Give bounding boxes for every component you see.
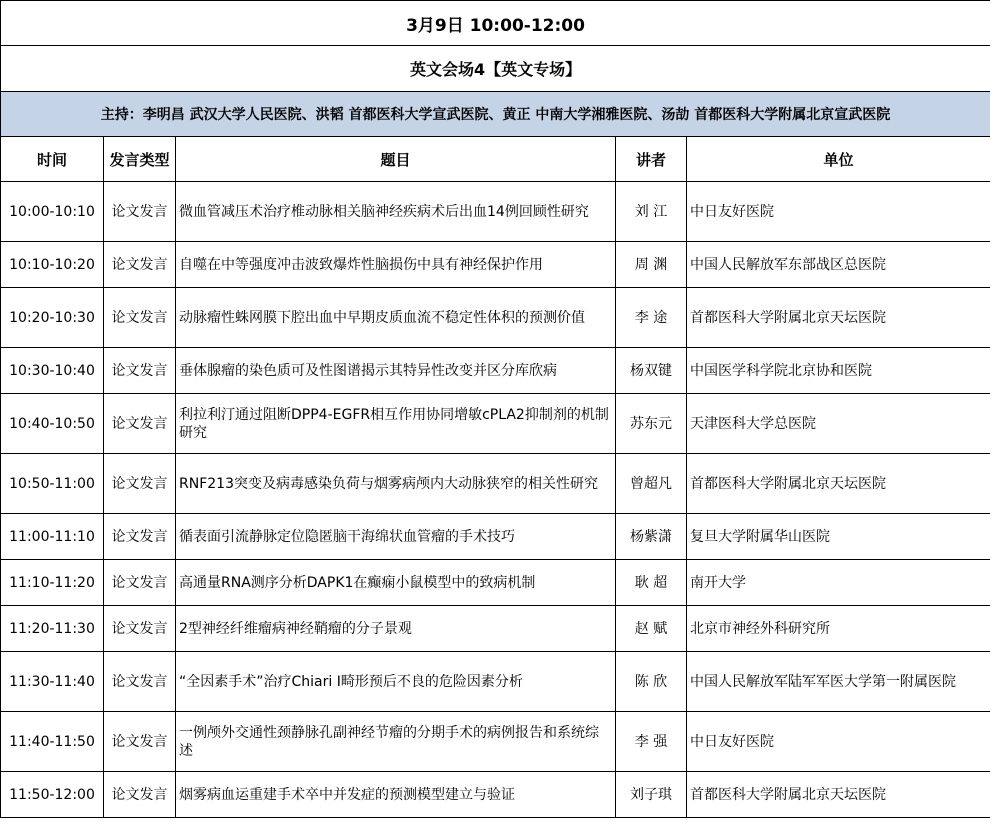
cell-time: 11:40-11:50 <box>1 712 104 772</box>
cell-time: 11:20-11:30 <box>1 606 104 652</box>
table-row <box>1 288 990 348</box>
cell-title: 利拉利汀通过阻断DPP4-EGFR相互作用协同增敏cPLA2抑制剂的机制研究 <box>176 394 616 454</box>
table-row <box>1 242 990 288</box>
cell-speaker: 陈 欣 <box>616 652 687 712</box>
cell-unit: 首都医科大学附属北京天坛医院 <box>687 772 990 818</box>
cell-speaker: 刘子琪 <box>616 772 687 818</box>
cell-unit: 中国人民解放军陆军军医大学第一附属医院 <box>687 652 990 712</box>
cell-title: 2型神经纤维瘤病神经鞘瘤的分子景观 <box>176 606 616 652</box>
cell-unit: 中日友好医院 <box>687 182 990 242</box>
column-header-title: 题目 <box>176 137 616 182</box>
table-row <box>1 394 990 454</box>
session-datetime-row <box>1 1 990 46</box>
session-datetime: 3月9日 10:00-12:00 <box>1 1 990 46</box>
cell-unit: 北京市神经外科研究所 <box>687 606 990 652</box>
cell-title: 垂体腺瘤的染色质可及性图谱揭示其特异性改变并区分库欣病 <box>176 348 616 394</box>
cell-title: RNF213突变及病毒感染负荷与烟雾病颅内大动脉狭窄的相关性研究 <box>176 454 616 514</box>
cell-title: 高通量RNA测序分析DAPK1在癫痫小鼠模型中的致病机制 <box>176 560 616 606</box>
cell-title: “全因素手术”治疗Chiari I畸形预后不良的危险因素分析 <box>176 652 616 712</box>
cell-type: 论文发言 <box>104 288 176 348</box>
cell-type: 论文发言 <box>104 394 176 454</box>
table-row <box>1 606 990 652</box>
cell-time: 11:30-11:40 <box>1 652 104 712</box>
session-venue-row <box>1 46 990 92</box>
table-row <box>1 772 990 818</box>
cell-title: 自噬在中等强度冲击波致爆炸性脑损伤中具有神经保护作用 <box>176 242 616 288</box>
cell-title: 循表面引流静脉定位隐匿脑干海绵状血管瘤的手术技巧 <box>176 514 616 560</box>
column-header-unit: 单位 <box>687 137 990 182</box>
cell-type: 论文发言 <box>104 652 176 712</box>
cell-speaker: 刘 江 <box>616 182 687 242</box>
cell-time: 10:20-10:30 <box>1 288 104 348</box>
cell-unit: 中国医学科学院北京协和医院 <box>687 348 990 394</box>
column-header-type: 发言类型 <box>104 137 176 182</box>
cell-unit: 南开大学 <box>687 560 990 606</box>
cell-type: 论文发言 <box>104 182 176 242</box>
cell-time: 11:00-11:10 <box>1 514 104 560</box>
cell-unit: 首都医科大学附属北京天坛医院 <box>687 288 990 348</box>
cell-time: 10:00-10:10 <box>1 182 104 242</box>
cell-title: 一例颅外交通性颈静脉孔副神经节瘤的分期手术的病例报告和系统综述 <box>176 712 616 772</box>
cell-time: 11:10-11:20 <box>1 560 104 606</box>
cell-time: 10:50-11:00 <box>1 454 104 514</box>
table-row <box>1 712 990 772</box>
column-header-time: 时间 <box>1 137 104 182</box>
session-hosts-row <box>1 92 990 137</box>
cell-speaker: 周 渊 <box>616 242 687 288</box>
session-venue: 英文会场4【英文专场】 <box>1 46 990 92</box>
table-row <box>1 652 990 712</box>
cell-speaker: 苏东元 <box>616 394 687 454</box>
column-header-speaker: 讲者 <box>616 137 687 182</box>
column-header-row <box>1 137 990 182</box>
cell-type: 论文发言 <box>104 772 176 818</box>
cell-unit: 首都医科大学附属北京天坛医院 <box>687 454 990 514</box>
cell-type: 论文发言 <box>104 712 176 772</box>
cell-type: 论文发言 <box>104 606 176 652</box>
cell-unit: 复旦大学附属华山医院 <box>687 514 990 560</box>
cell-title: 动脉瘤性蛛网膜下腔出血中早期皮质血流不稳定性体积的预测价值 <box>176 288 616 348</box>
cell-speaker: 曾超凡 <box>616 454 687 514</box>
table-row <box>1 454 990 514</box>
cell-time: 11:50-12:00 <box>1 772 104 818</box>
cell-speaker: 李 强 <box>616 712 687 772</box>
table-row <box>1 348 990 394</box>
cell-time: 10:40-10:50 <box>1 394 104 454</box>
cell-unit: 中日友好医院 <box>687 712 990 772</box>
cell-type: 论文发言 <box>104 514 176 560</box>
cell-unit: 中国人民解放军东部战区总医院 <box>687 242 990 288</box>
cell-type: 论文发言 <box>104 560 176 606</box>
cell-speaker: 耿 超 <box>616 560 687 606</box>
cell-type: 论文发言 <box>104 348 176 394</box>
cell-title: 烟雾病血运重建手术卒中并发症的预测模型建立与验证 <box>176 772 616 818</box>
table-row <box>1 560 990 606</box>
table-row <box>1 182 990 242</box>
cell-speaker: 杨紫潇 <box>616 514 687 560</box>
cell-type: 论文发言 <box>104 454 176 514</box>
cell-type: 论文发言 <box>104 242 176 288</box>
table-row <box>1 514 990 560</box>
cell-speaker: 李 途 <box>616 288 687 348</box>
session-hosts: 主持：李明昌 武汉大学人民医院、洪韬 首都医科大学宣武医院、黄正 中南大学湘雅医院、汤劼 首都医科大学附属北京宣武医院 <box>1 92 990 137</box>
cell-speaker: 杨双键 <box>616 348 687 394</box>
cell-speaker: 赵 赋 <box>616 606 687 652</box>
cell-time: 10:30-10:40 <box>1 348 104 394</box>
cell-unit: 天津医科大学总医院 <box>687 394 990 454</box>
cell-time: 10:10-10:20 <box>1 242 104 288</box>
cell-title: 微血管减压术治疗椎动脉相关脑神经疾病术后出血14例回顾性研究 <box>176 182 616 242</box>
